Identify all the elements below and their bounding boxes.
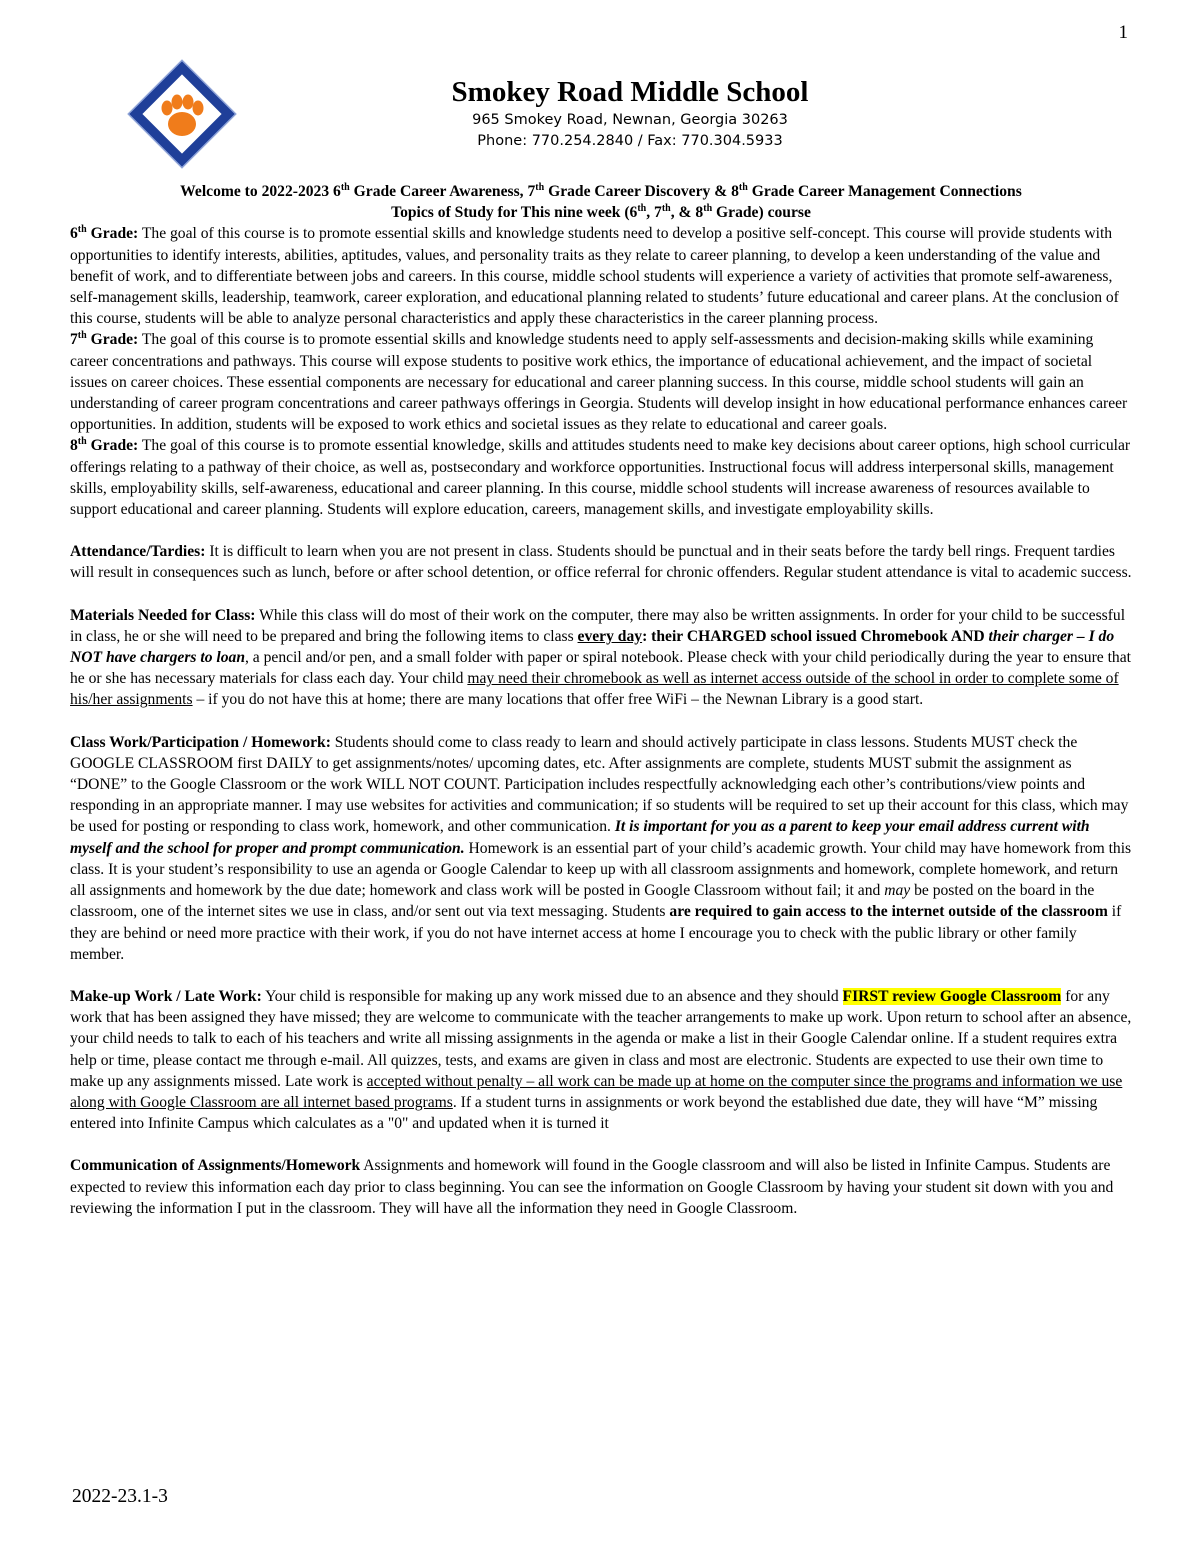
page-number: 1 xyxy=(1118,22,1128,43)
letterhead xyxy=(0,74,1200,152)
classwork-section: Class Work/Participation / Homework: Students should come to class ready to learn and should actively participate in class lessons. Students MUST check the GOOGLE CLASSROOM first DAILY to get assignments/notes/ upcoming dates, etc. After assignments are complete, students MUST submit the assignment as “DONE” to the Google Classroom or the work WILL NOT COUNT. Participation includes respectfully acknowledging each other’s contributions/view points and responding in an appropriate manner. I may use websites for activities and communication; if so students will be required to set up their account for this class, which may be used for posting or responding to class work, homework, and other communication. It is important for you as a parent to keep your email address current with myself and the school for proper and prompt communication. Homework is an essential part of your child’s academic growth. Your child may have homework from this class. It is your student’s responsibility to use an agenda or Google Calendar to keep up with all classroom assignments and homework, complete homework, and return all assignments and homework by the due date; homework and class work will be posted in Google Classroom without fail; it and may be posted on the board in the classroom, one of the internet sites we use in class, and/or sent out via text messaging. Students are required to gain access to the internet outside of the classroom if they are behind or need more practice with their work, if you do not have internet access at home I encourage you to check with the public library or other family member. xyxy=(70,733,1132,963)
materials-section: Materials Needed for Class: While this class will do most of their work on the computer, there may also be written assignments. In order for your child to be successful in class, he or she will need to be prepared and bring the following items to class every day: their CHARGED school issued Chromebook AND their charger – I do NOT have chargers to loan, a pencil and/or pen, and a small folder with paper or spiral notebook. Please check with your child periodically during the year to ensure that he or she has necessary materials for class each day. Your child may need their chromebook as well as internet access outside of the school in order to complete some of his/her assignments – if you do not have this at home; there are many locations that offer free WiFi – the Newnan Library is a good start. xyxy=(70,606,1131,709)
grade-7-description: 7th Grade: The goal of this course is to promote essential skills and knowledge students need to apply self-assessments and decision-making skills while examining career concentrations and pathways. This course will expose students to positive work ethics, the importance of educational achievement, and the impact of societal issues on career choices. These essential components are necessary for educational and career planning success. In this course, middle school students will gain an understanding of career program concentrations and career pathways offerings in Georgia. Students will develop insight in how educational performance enhances career opportunities. In addition, students will be exposed to work ethics and societal issues as they relate to educational and career goals. xyxy=(70,330,1128,434)
grade-6-description: 6th Grade: The goal of this course is to promote essential skills and knowledge students need to develop a positive self-concept. This course will provide students with opportunities to identify interests, abilities, aptitudes, values, and personality traits as they relate to career planning, to develop a keen understanding of the value and benefit of work, and to differentiate between jobs and careers. In this course, middle school students will experience a variety of activities that promote self-awareness, self-management skills, leadership, teamwork, career exploration, and educational planning related to students’ future educational and career plans. At the conclusion of this course, students will be able to analyze personal characteristics and apply these characteristics in the career planning process. xyxy=(70,224,1119,328)
syllabus-body xyxy=(70,181,1132,1219)
communication-section: Communication of Assignments/Homework Assignments and homework will found in the Google classroom and will also be listed in Infinite Campus. Students are expected to review this information each day prior to class beginning. You can see the information on Google Classroom by having your student sit down with you and reviewing the information I put in the classroom. They will have all the information they need in Google Classroom. xyxy=(70,1157,1114,1217)
document-version-footer: 2022-23.1-3 xyxy=(72,1486,168,1507)
school-address: 965 Smokey Road, Newnan, Georgia 30263 xyxy=(472,112,788,128)
grade-8-description: 8th Grade: The goal of this course is to promote essential knowledge, skills and attitudes students need to make key decisions about career options, high school curricular offerings relating to a pathway of their choice, as well as, postsecondary and workforce opportunities. Instructional focus will address interpersonal skills, management skills, employability skills, self-awareness, educational and career planning. In this course, middle school students will increase awareness of resources available to support educational and career planning. Students will explore education, careers, management skills, and investigate employability skills. xyxy=(70,436,1131,519)
school-name: Smokey Road Middle School xyxy=(451,76,809,108)
makeup-section: Make-up Work / Late Work: Your child is responsible for making up any work missed due to an absence and they should FIRST review Google Classroom for any work that has been assigned they have missed; they are welcome to communicate with the teacher arrangements to make up work. Upon return to school after an absence, your child needs to talk to each of his teachers and write all missing assignments in the agenda or make a list in their Google Calendar online. If a student requires extra help or time, please contact me through e-mail. All quizzes, tests, and exams are given in class and most are electronic. Students are expected to use their own time to make up any assignments missed. Late work is accepted without penalty – all work can be made up at home on the computer since the programs and information we use along with Google Classroom are all internet based programs. If a student turns in assignments or work beyond the established due date, they will have “M” missing entered into Infinite Campus which calculates as a "0" and updated when it is turned it xyxy=(70,987,1132,1133)
topics-heading: Topics of Study for This nine week (6th, 7th, & 8th Grade) course xyxy=(391,203,811,222)
attendance-section: Attendance/Tardies: It is difficult to learn when you are not present in class. Students should be punctual and in their seats before the tardy bell rings. Frequent tardies will result in consequences such as lunch, before or after school detention, or office referral for chronic offenders. Regular student attendance is vital to academic success. xyxy=(70,543,1132,582)
welcome-heading: Welcome to 2022-2023 6th Grade Career Awareness, 7th Grade Career Discovery & 8th Grade Career Management Connections xyxy=(180,181,1022,200)
school-phone-fax: Phone: 770.254.2840 / Fax: 770.304.5933 xyxy=(477,133,783,149)
